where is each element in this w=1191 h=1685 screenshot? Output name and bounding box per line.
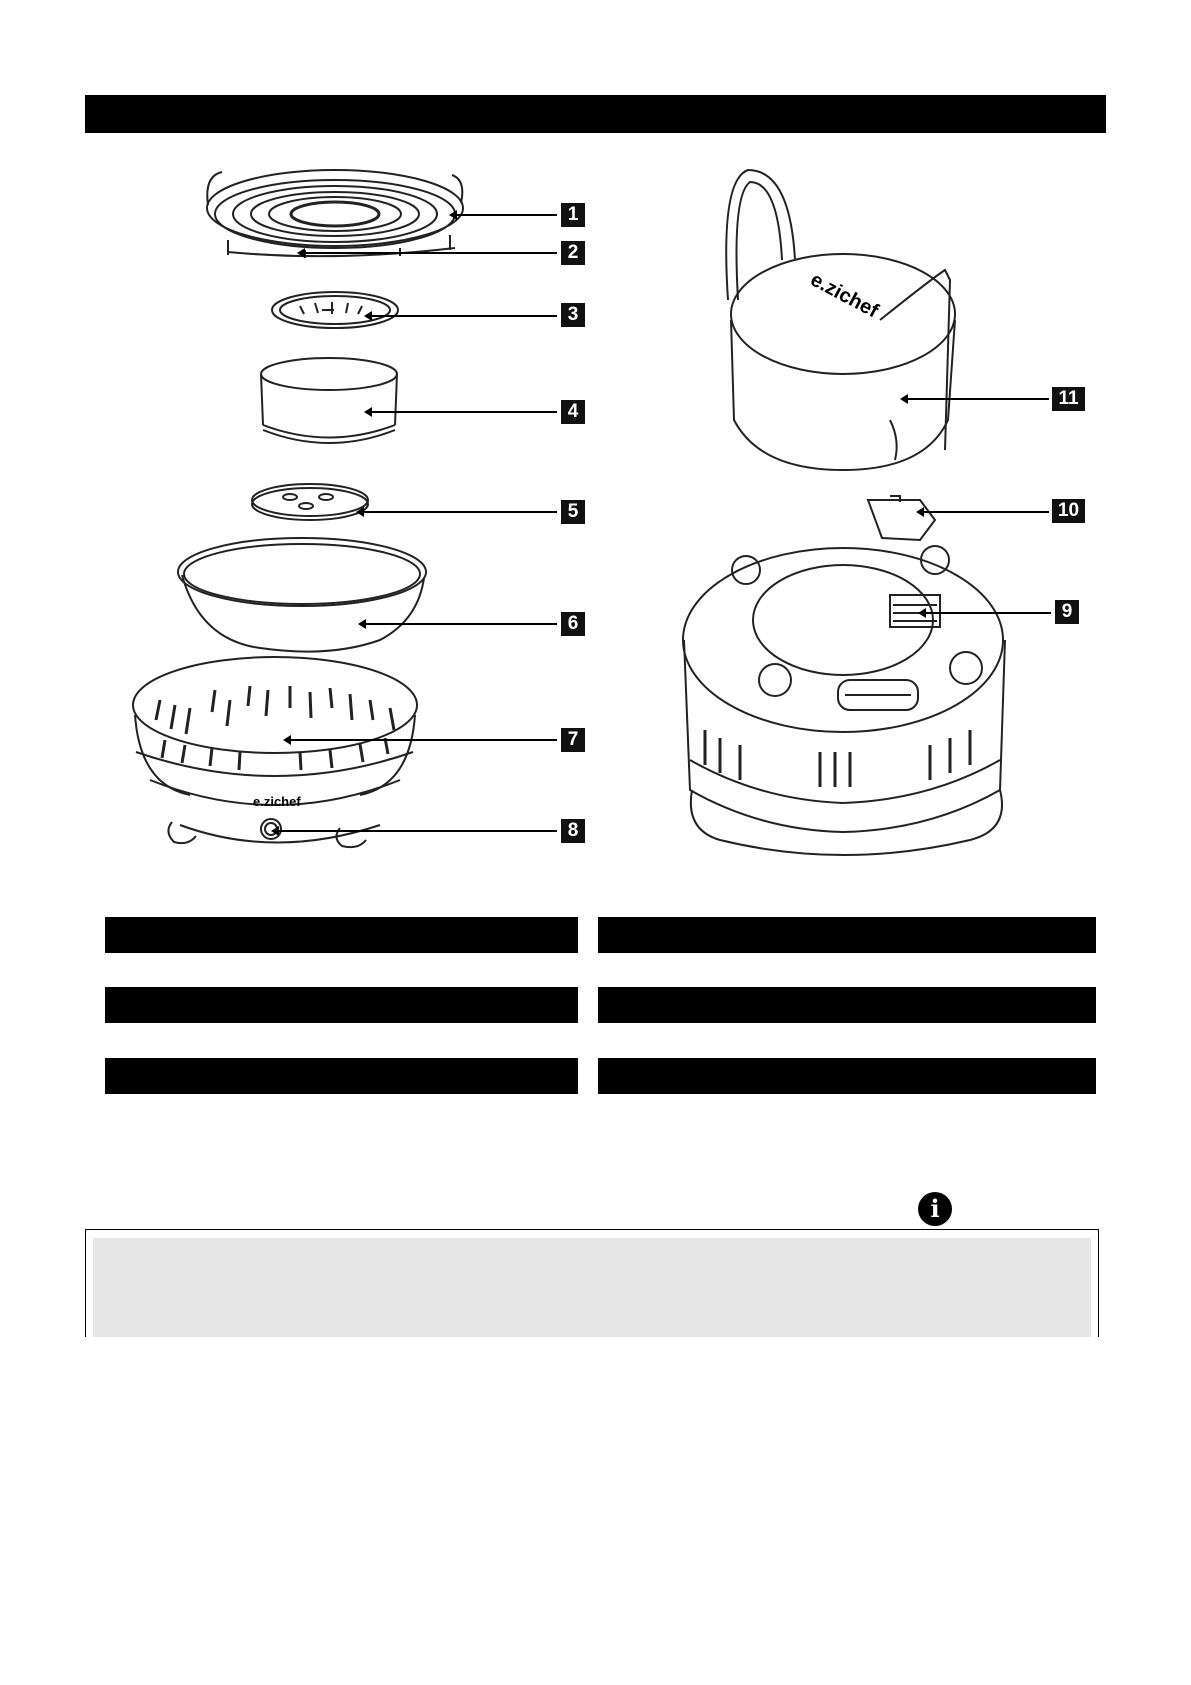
callout-6: 6 [561,612,585,636]
brand-label-front: e.zichef [253,794,301,809]
leader-line-11 [906,398,1049,400]
callout-9: 9 [1055,600,1079,624]
callout-7: 7 [561,728,585,752]
callout-2: 2 [561,241,585,265]
callout-8: 8 [561,819,585,843]
callout-11: 11 [1052,387,1085,411]
small-plate-drawing [272,292,398,328]
leader-line-1 [455,214,557,216]
leader-line-8 [277,830,557,832]
leader-line-10 [922,511,1049,513]
parts-list-bar-right-2 [598,987,1096,1023]
leader-line-9 [924,612,1051,614]
bowl-drawing [178,538,426,652]
info-icon: i [918,1192,952,1226]
callout-1: 1 [561,203,585,227]
parts-list-bar-right-3 [598,1058,1096,1094]
callout-3: 3 [561,303,585,327]
disc-drawing [252,484,368,520]
callout-10: 10 [1052,499,1085,523]
brand-label-cover: e.zichef [806,268,882,323]
carry-cover-drawing [726,170,955,470]
leader-line-5 [362,511,557,513]
parts-list-bar-left-1 [105,917,578,953]
leader-line-2 [303,252,557,254]
leader-line-6 [364,623,557,625]
base-underside-drawing [683,546,1005,855]
parts-list-bar-right-1 [598,917,1096,953]
grill-rack-drawing [207,170,463,258]
parts-list-bar-left-3 [105,1058,578,1094]
base-unit-drawing [133,657,417,847]
heating-cylinder-drawing [261,358,397,443]
leader-line-3 [370,315,557,317]
battery-cover-drawing [868,496,935,540]
parts-list-bar-left-2 [105,987,578,1023]
note-box [85,1229,1099,1337]
callout-5: 5 [561,500,585,524]
note-content [93,1238,1091,1337]
callout-4: 4 [561,400,585,424]
leader-line-7 [289,739,557,741]
leader-line-4 [370,411,557,413]
